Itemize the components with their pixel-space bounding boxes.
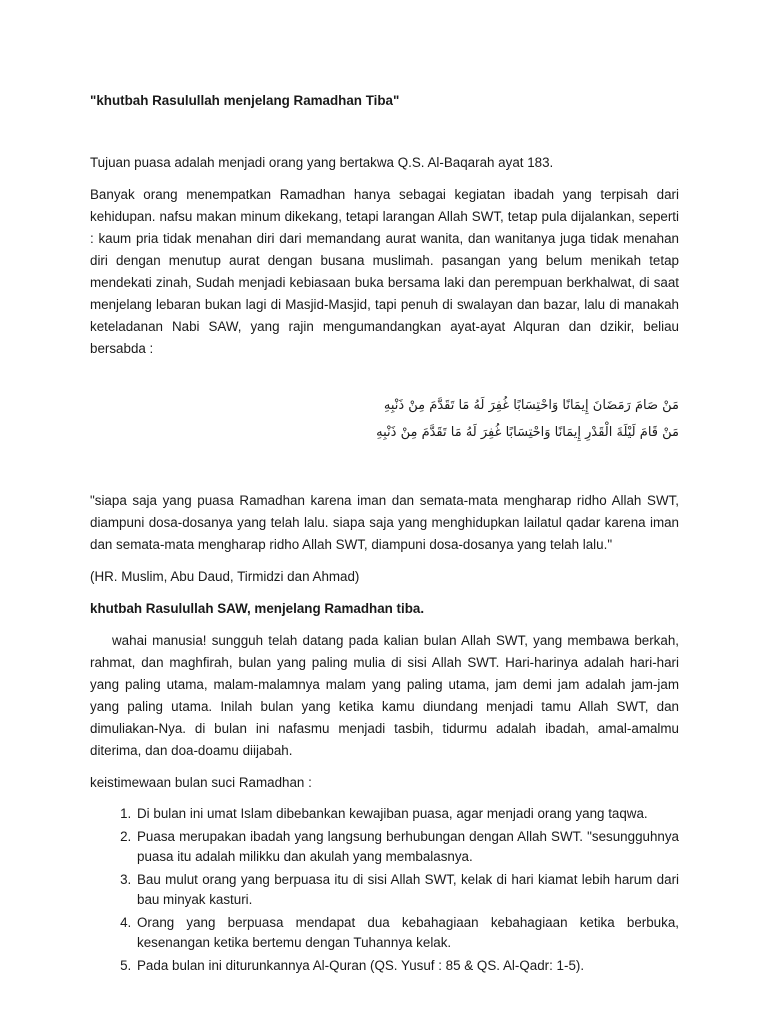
document-title: "khutbah Rasulullah menjelang Ramadhan Tiba"	[90, 93, 400, 108]
intro-paragraph: Tujuan puasa adalah menjadi orang yang bertakwa Q.S. Al-Baqarah ayat 183.	[90, 155, 554, 170]
arabic-line-2: مَنْ قَامَ لَيْلَةَ الْقَدْرِ إِيمَانًا وَاحْتِسَابًا غُفِرَ لَهُ مَا تَقَدَّمَ مِنْ ذَنْبِهِ	[376, 425, 679, 440]
features-list	[90, 804, 679, 976]
section-subheading: khutbah Rasulullah SAW, menjelang Ramadhan tiba.	[90, 601, 425, 616]
features-heading: keistimewaan bulan suci Ramadhan :	[90, 775, 312, 790]
list-item: 5. Pada bulan ini diturunkannya Al-Quran (QS. Yusuf : 85 & QS. Al-Qadr: 1-5).	[135, 956, 679, 976]
list-item: 3. Bau mulut orang yang berpuasa itu di sisi Allah SWT, kelak di hari kiamat lebih harum dari bau minyak kasturi.	[135, 870, 679, 910]
list-item: 1. Di bulan ini umat Islam dibebankan kewajiban puasa, agar menjadi orang yang taqwa.	[135, 804, 679, 824]
arabic-line-1: مَنْ صَامَ رَمَضَانَ إِيمَانًا وَاحْتِسَابًا غُفِرَ لَهُ مَا تَقَدَّمَ مِنْ ذَنْبِهِ	[383, 398, 679, 413]
hadith-source: (HR. Muslim, Abu Daud, Tirmidzi dan Ahmad)	[90, 569, 360, 584]
document-body	[90, 90, 679, 979]
hadith-translation: "siapa saja yang puasa Ramadhan karena iman dan semata-mata mengharap ridho Allah SWT, diampuni dosa-dosanya yang telah lalu. siapa saja yang menghidupkan lailatul qadar karena iman dan semata-mata mengharap ridho Allah SWT, diampuni dosa-dosanya yang telah lalu."	[90, 493, 679, 552]
list-item: 4. Orang yang berpuasa mendapat dua kebahagiaan kebahagiaan ketika berbuka, kesenangan ketika bertemu dengan Tuhannya kelak.	[135, 913, 679, 953]
list-item: 2. Puasa merupakan ibadah yang langsung berhubungan dengan Allah SWT. "sesungguhnya puasa itu adalah milikku dan akulah yang membalasnya.	[135, 827, 679, 867]
arabic-hadith	[90, 392, 679, 446]
body-paragraph-2: wahai manusia! sungguh telah datang pada kalian bulan Allah SWT, yang membawa berkah, rahmat, dan maghfirah, bulan yang paling mulia di sisi Allah SWT. Hari-harinya adalah hari-hari yang paling utama, malam-malamnya malam yang paling utama, jam demi jam adalah jam-jam yang paling utama. Inilah bulan yang ketika kamu diundang menjadi tamu Allah SWT, dan dimuliakan-Nya. di bulan ini nafasmu menjadi tasbih, tidurmu adalah ibadah, amal-amalmu diterima, dan doa-doamu diijabah.	[90, 633, 679, 758]
body-paragraph-1: Banyak orang menempatkan Ramadhan hanya sebagai kegiatan ibadah yang terpisah dari kehidupan. nafsu makan minum dikekang, tetapi larangan Allah SWT, tetap pula dijalankan, seperti : kaum pria tidak menahan diri dari memandang aurat wanita, dan wanitanya juga tidak menahan diri dengan menutup aurat dengan busana muslimah. pasangan yang belum menikah tetap mendekati zinah, Sudah menjadi kebiasaan buka bersama laki dan perempuan berkhalwat, di saat menjelang lebaran bukan lagi di Masjid-Masjid, tapi penuh di swalayan dan bazar, lalu di manakah keteladanan Nabi SAW, yang rajin mengumandangkan ayat-ayat Alquran dan dzikir, beliau bersabda :	[90, 187, 679, 356]
